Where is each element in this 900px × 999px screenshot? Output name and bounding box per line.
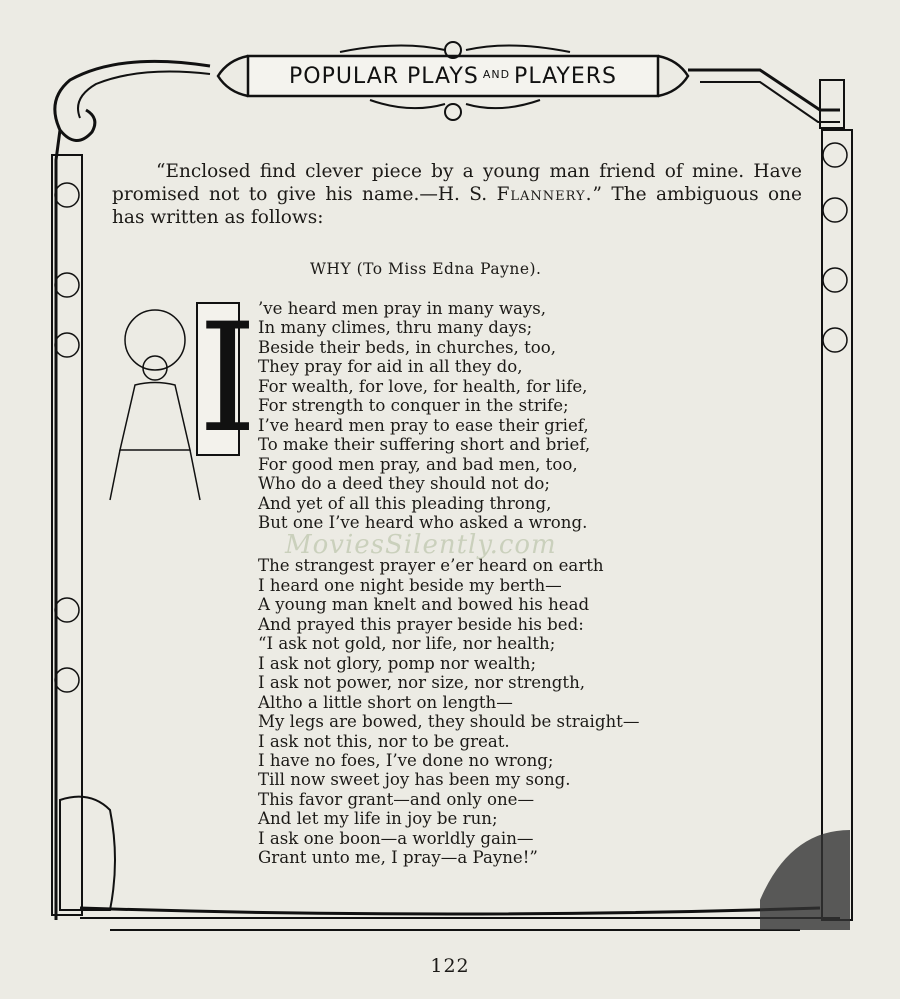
poem-line: In many climes, thru many days;: [258, 318, 533, 338]
poem-line: To make their suffering short and brief,: [258, 435, 591, 455]
poem-line: Grant unto me, I pray—a Payne!”: [258, 848, 538, 868]
poem-stanza-2: [258, 556, 708, 867]
poem-line: I’ve heard men pray to ease their grief,: [258, 415, 589, 435]
poem-stanza-1: [258, 299, 708, 532]
banner-right-text: PLAYERS: [514, 63, 618, 89]
poem-line: ’ve heard men pray in many ways,: [258, 299, 547, 318]
banner-left-text: POPULAR PLAYS: [288, 63, 479, 89]
poem-line: For good men pray, and bad men, too,: [258, 454, 578, 474]
poem-line: They pray for aid in all they do,: [258, 357, 523, 377]
poem-line: And yet of all this pleading throng,: [258, 493, 552, 513]
banner-and-text: AND: [482, 67, 511, 81]
poem-line: I have no foes, I’ve done no wrong;: [258, 750, 554, 770]
intro-text-after-name: ” The ambiguous one has written as follows:: [112, 184, 802, 228]
woman-illustration: [110, 310, 200, 500]
poem-line: A young man knelt and bowed his head: [258, 595, 590, 615]
poem-line: My legs are bowed, they should be straight—: [258, 712, 640, 732]
poem-line: And let my life in joy be run;: [258, 809, 498, 829]
section-banner: [258, 58, 648, 94]
poem-line: And prayed this prayer beside his bed:: [258, 614, 584, 634]
poem-line: I heard one night beside my berth—: [258, 575, 562, 595]
poem-line: Beside their beds, in churches, too,: [258, 337, 557, 357]
poem-line: Who do a deed they should not do;: [258, 474, 550, 494]
poem-line: Altho a little short on length—: [258, 692, 513, 712]
poem-title: WHY (To Miss Edna Payne).: [310, 260, 542, 278]
poem-line: For wealth, for love, for health, for life,: [258, 376, 588, 396]
poem-line: I ask not glory, pomp nor wealth;: [258, 653, 537, 673]
poem-line: I ask not this, nor to be great.: [258, 731, 510, 751]
drop-cap: I: [198, 292, 258, 466]
poem-line: I ask one boon—a worldly gain—: [258, 828, 534, 848]
poem-body: [258, 299, 708, 892]
watermark: MoviesSilently.com: [285, 530, 557, 560]
poem-line: Till now sweet joy has been my song.: [258, 770, 571, 790]
intro-name: Flannery.: [496, 184, 593, 205]
poem-line: For strength to conquer in the strife;: [258, 396, 569, 416]
page-number: 122: [430, 955, 470, 977]
poem-line: The strangest prayer e’er heard on earth: [258, 556, 604, 576]
intro-paragraph: [112, 160, 802, 229]
poem-line: “I ask not gold, nor life, nor health;: [258, 634, 556, 654]
poem-line: This favor grant—and only one—: [258, 789, 535, 809]
poem-line: I ask not power, nor size, nor strength,: [258, 673, 586, 693]
intro-text-before-name: “Enclosed find clever piece by a young man friend of mine. Have promised not to give his name.—H. S.: [112, 161, 802, 205]
poem-line: But one I’ve heard who asked a wrong.: [258, 512, 588, 532]
